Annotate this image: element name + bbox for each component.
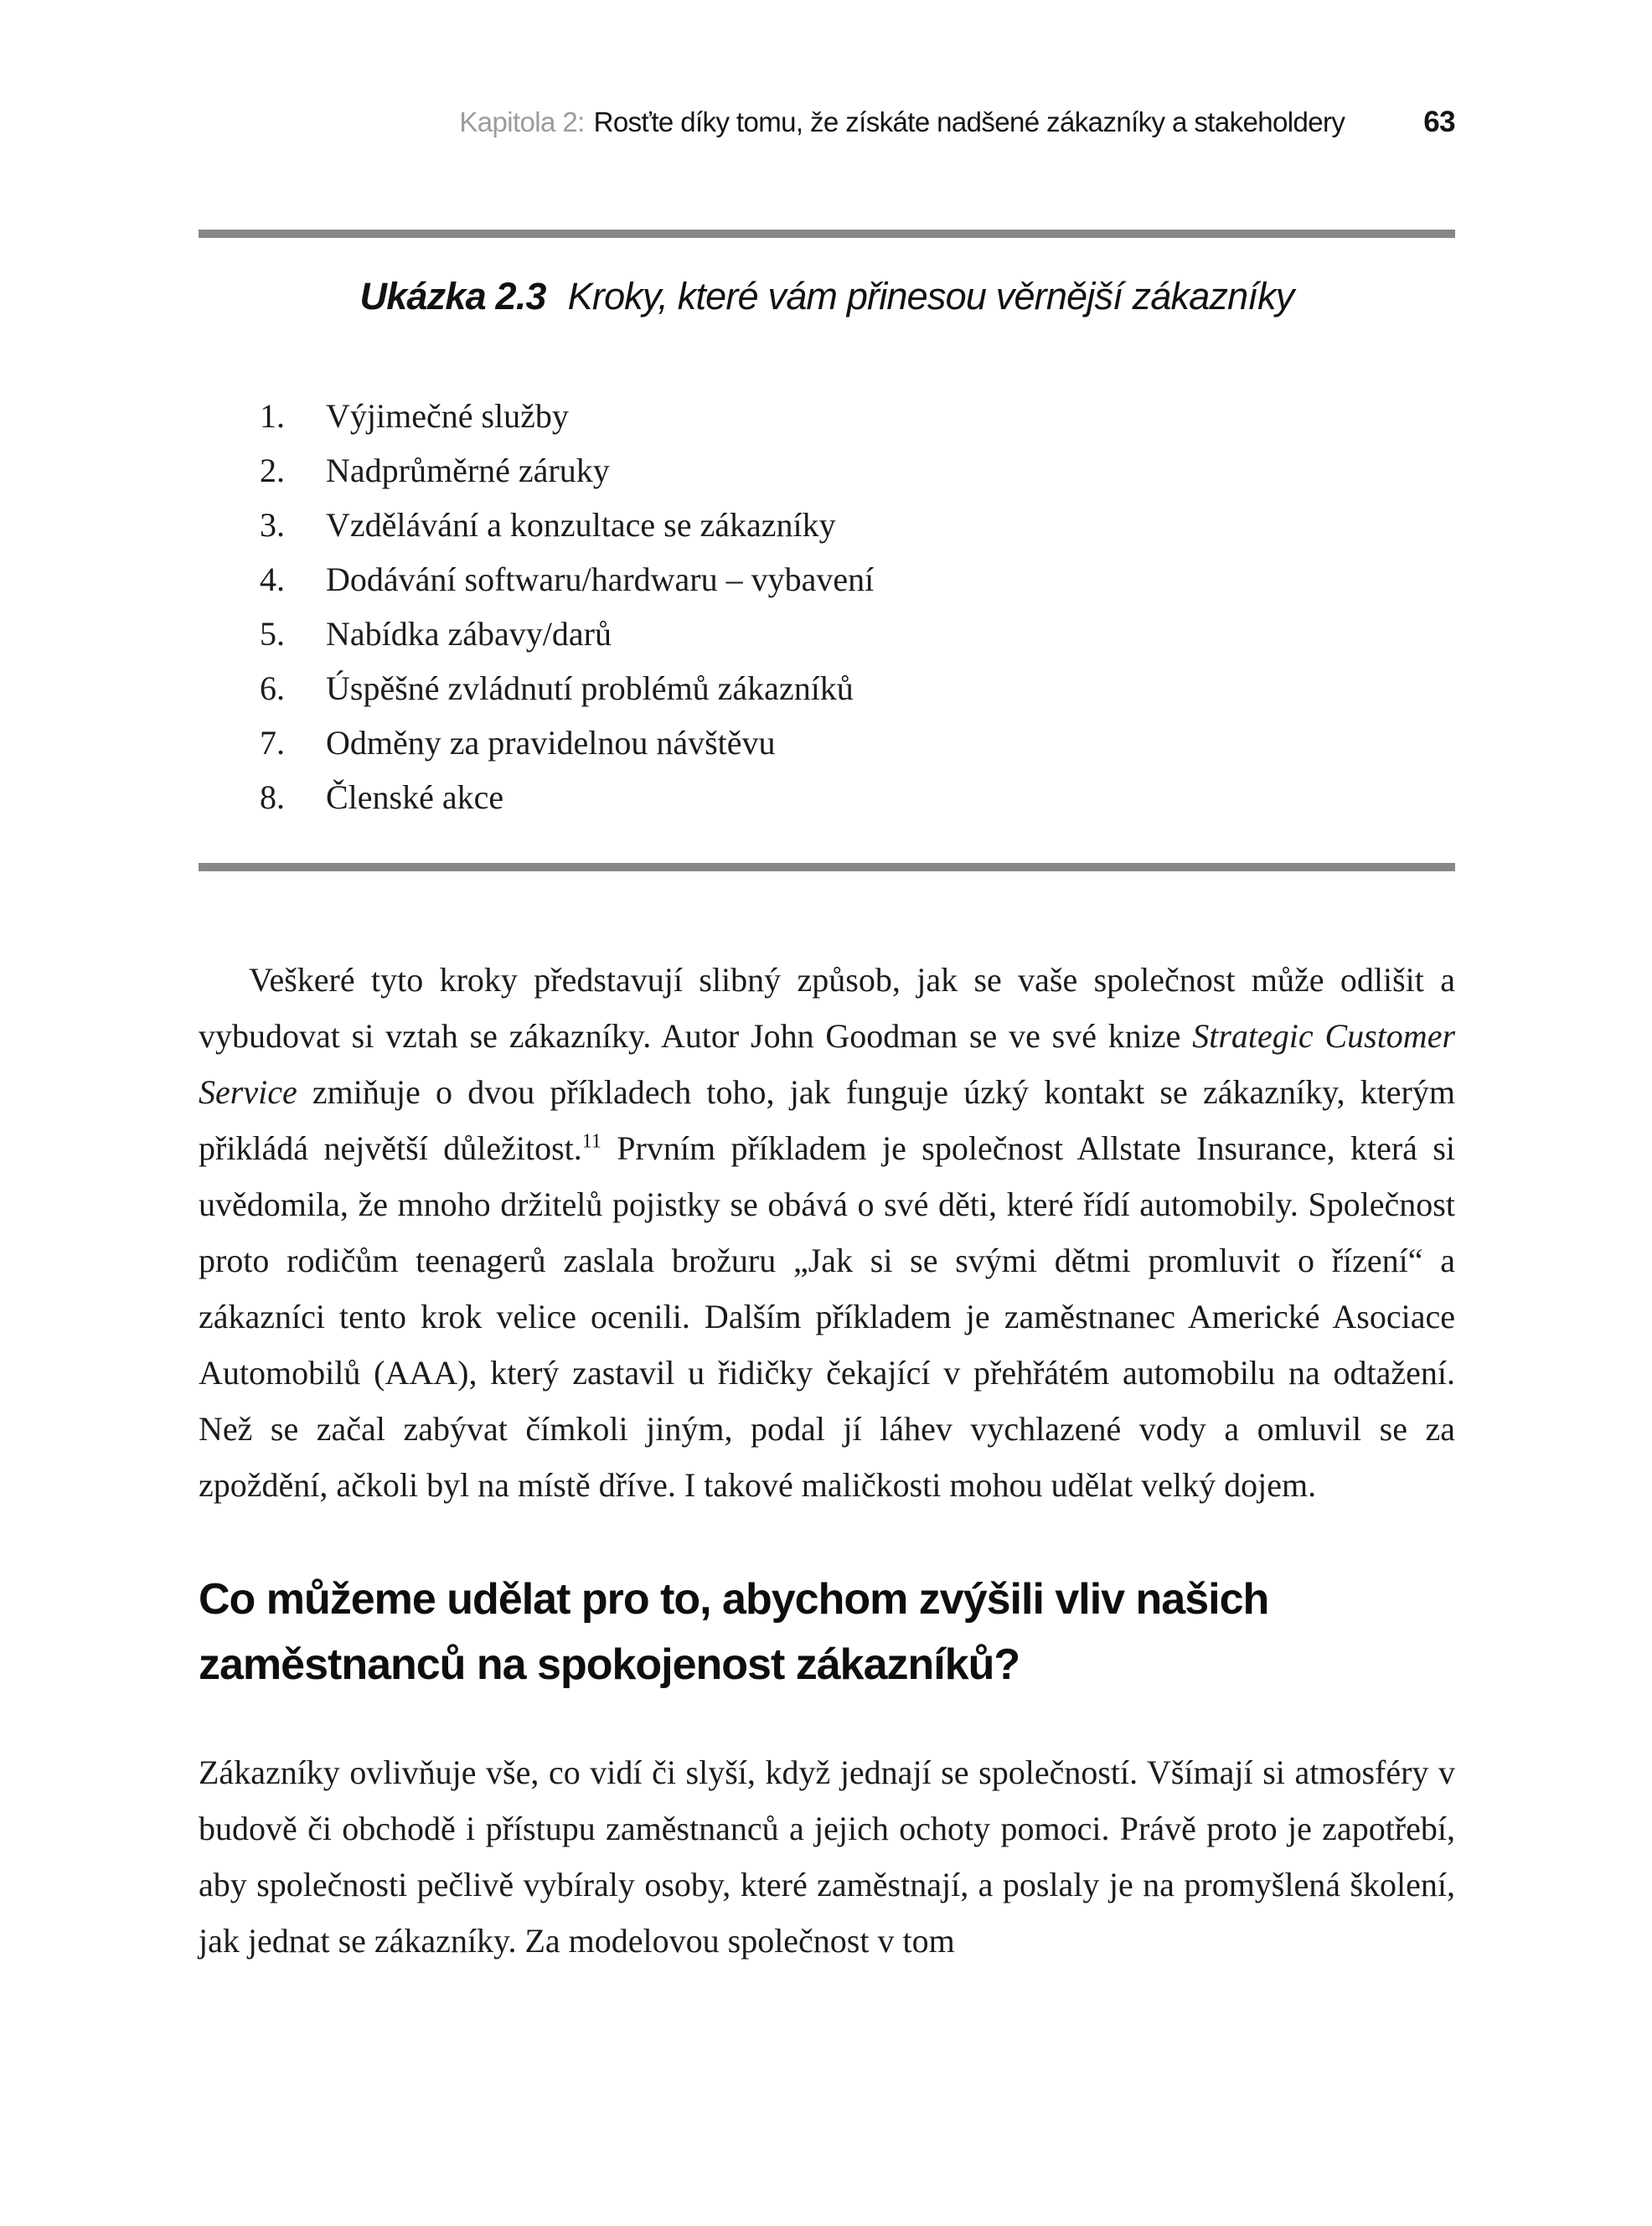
- list-item-number: 3.: [260, 506, 285, 544]
- page-number: 63: [1423, 106, 1455, 138]
- book-title-strategic-customer-service: Strategic Customer Service: [199, 1017, 1456, 1111]
- list-item-text: Úspěšné zvládnutí problémů zákazníků: [326, 669, 854, 707]
- exhibit-top-rule: [199, 230, 1455, 238]
- list-item-number: 2.: [260, 452, 285, 489]
- section-heading-line1: Co můžeme udělat pro to, abychom zvýšili vliv našich: [199, 1575, 1269, 1624]
- list-item: [199, 498, 1455, 552]
- list-item: [199, 552, 1455, 607]
- chapter-label: Kapitola 2:: [459, 106, 585, 137]
- list-item: [199, 443, 1455, 498]
- paragraph-text: Veškeré tyto kroky představují slibný způsob, jak se vaše společnost může odlišit a vybudovat si vztah se zákazníky. Autor John Goodman se ve své knize: [199, 961, 1455, 1055]
- paragraph-text: Prvním příkladem je společnost Allstate Insurance, která si uvědomila, že mnoho držitelů pojistky se obává o své děti, které řídí automobily. Společnost proto rodičům teenagerů zaslala brožuru „Jak si se svými dětmi promluvit o řízení“ a zákazníci tento krok velice ocenili. Dalším příkladem je zaměstnanec Americké Asociace Automobilů (AAA), který zastavil u řidičky čekající v přehřátém automobilu na odtažení. Než se začal zabývat čímkoli jiným, podal jí láhev vychlazené vody a omluvil se za zpoždění, ačkoli byl na místě dříve. I takové maličkosti mohou udělat velký dojem.: [199, 1129, 1455, 1504]
- paragraph-text: zmiňuje o dvou příkladech toho, jak funguje úzký kontakt se zákazníky, kterým přikládá největší důležitost.: [199, 1073, 1455, 1167]
- list-item-text: Členské akce: [326, 778, 504, 816]
- list-item: [199, 715, 1455, 770]
- paragraph-employee-influence: Zákazníky ovlivňuje vše, co vidí či slyší, když jednají se společností. Všímají si atmosféry v budově či obchodě i přístupu zaměstnanců a jejich ochoty pomoci. Právě proto je zapotřebí, aby společnosti pečlivě vybíraly osoby, které zaměstnají, a poslaly je na promyšlená školení, jak jednat se zákazníky. Za modelovou společnost v tom: [199, 1753, 1455, 1960]
- section-heading-line2: zaměstnanců na spokojenost zákazníků?: [199, 1640, 1020, 1689]
- list-item-text: Odměny za pravidelnou návštěvu: [326, 724, 776, 762]
- list-item: [199, 607, 1455, 661]
- section-heading: [199, 1567, 1455, 1697]
- list-item-text: Výjimečné služby: [326, 397, 569, 435]
- list-item-text: Dodávání softwaru/hardwaru – vybavení: [326, 560, 875, 598]
- exhibit-bottom-rule: [199, 863, 1455, 871]
- list-item: [199, 661, 1455, 715]
- list-item-number: 8.: [260, 778, 285, 816]
- list-item: [199, 770, 1455, 824]
- book-page: [199, 0, 1455, 1969]
- running-head: [199, 106, 1455, 139]
- list-item-text: Nadprůměrné záruky: [326, 452, 610, 489]
- list-item-number: 7.: [260, 724, 285, 762]
- list-item-number: 5.: [260, 615, 285, 653]
- list-item-number: 1.: [260, 397, 285, 435]
- exhibit-caption: Kroky, které vám přinesou věrnější zákazníky: [567, 275, 1294, 318]
- list-item-number: 4.: [260, 560, 285, 598]
- list-item-number: 6.: [260, 669, 285, 707]
- list-item-text: Nabídka zábavy/darů: [326, 615, 612, 653]
- paragraph-goodman-examples: [199, 952, 1455, 1513]
- chapter-title: Rosťte díky tomu, že získáte nadšené zákazníky a stakeholdery: [593, 106, 1345, 137]
- list-item: [199, 389, 1455, 443]
- exhibit-list: [199, 389, 1455, 824]
- exhibit-title: [199, 275, 1455, 318]
- exhibit-label: Ukázka 2.3: [359, 275, 546, 318]
- footnote-reference: 11: [581, 1130, 601, 1153]
- list-item-text: Vzdělávání a konzultace se zákazníky: [326, 506, 836, 544]
